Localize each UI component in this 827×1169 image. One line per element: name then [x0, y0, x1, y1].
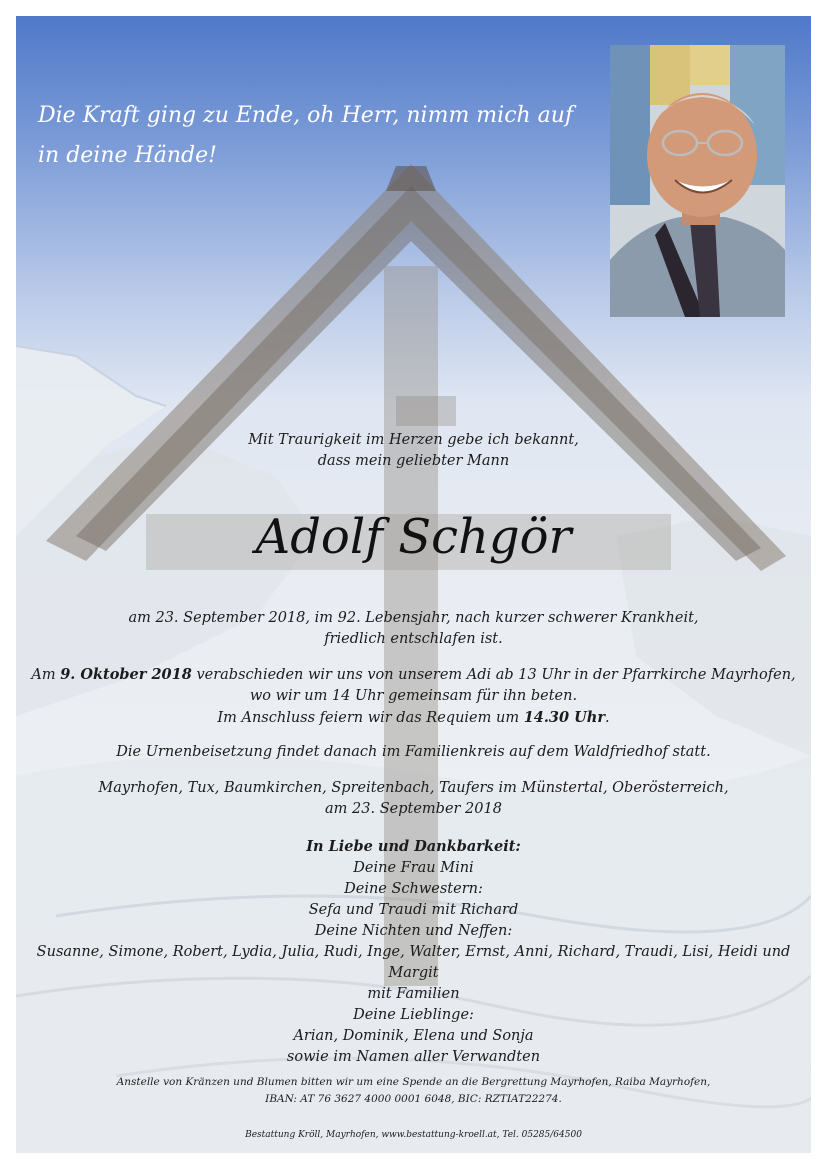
mourner-line: Deine Frau Mini: [353, 860, 474, 876]
funeral-date: 9. Oktober 2018: [60, 666, 192, 683]
mourner-line: Deine Nichten und Neffen:: [314, 923, 513, 939]
deceased-name: Adolf Schgör: [255, 509, 572, 565]
mourners-heading: [16, 836, 811, 858]
donation-request: [16, 1074, 811, 1108]
death-line-1: am 23. September 2018, im 92. Lebensjahr, nach kurzer schwerer Krankheit,: [128, 610, 699, 626]
funeral-prefix: Am: [31, 667, 56, 683]
requiem-end: .: [604, 710, 610, 726]
donation-line-2: IBAN: AT 76 3627 4000 0001 6048, BIC: RZTIAT22274.: [265, 1093, 562, 1105]
mourner-line: Arian, Dominik, Elena und Sonja: [293, 1028, 534, 1044]
death-line-2: friedlich entschlafen ist.: [324, 631, 503, 647]
funeral-line-1: [16, 664, 811, 686]
requiem-time: 14.30 Uhr: [523, 709, 605, 726]
footer-text: Bestattung Kröll, Mayrhofen, www.bestattung-kroell.at, Tel. 05285/64500: [245, 1130, 582, 1140]
intro-line-2: dass mein geliebter Mann: [317, 453, 510, 469]
places-line-1: Mayrhofen, Tux, Baumkirchen, Spreitenbach, Taufers im Münstertal, Oberösterreich,: [98, 780, 729, 796]
places-and-date: [16, 778, 811, 820]
death-notice: [16, 608, 811, 650]
portrait-illustration: [610, 45, 785, 317]
urn-line: Die Urnenbeisetzung findet danach im Familienkreis auf dem Waldfriedhof statt.: [116, 744, 711, 760]
mourner-line: Deine Schwestern:: [344, 881, 483, 897]
quote-line-1: Die Kraft ging zu Ende, oh Herr, nimm mich auf: [38, 103, 574, 128]
funeral-line-3: [16, 707, 811, 729]
intro-text: [16, 430, 811, 472]
quote-line-2: in deine Hände!: [38, 143, 217, 168]
mourners-list: [16, 836, 811, 1068]
funeral-home-footer: [16, 1128, 811, 1142]
places-line-2: am 23. September 2018: [325, 801, 502, 817]
funeral-info: [16, 664, 811, 729]
mourner-line: mit Familien: [367, 986, 460, 1002]
funeral-line-2: wo wir um 14 Uhr gemeinsam für ihn beten.: [249, 688, 578, 704]
intro-line-1: Mit Traurigkeit im Herzen gebe ich bekannt,: [248, 432, 579, 448]
mourner-line: Deine Lieblinge:: [353, 1007, 474, 1023]
requiem-text: Im Anschluss feiern wir das Requiem um: [217, 710, 520, 726]
portrait-photo: [610, 45, 785, 317]
donation-line-1: Anstelle von Kränzen und Blumen bitten wir um eine Spende an die Bergrettung Mayrhofen, Raiba Mayrhofen,: [116, 1076, 711, 1088]
urn-burial-info: [16, 742, 811, 763]
memorial-quote: [38, 96, 598, 176]
funeral-line-1-rest: verabschieden wir uns von unserem Adi ab 13 Uhr in der Pfarrkirche Mayrhofen,: [196, 667, 796, 683]
mourner-line: Sefa und Traudi mit Richard: [308, 902, 519, 918]
mourner-line: sowie im Namen aller Verwandten: [286, 1049, 541, 1065]
mourner-line: Susanne, Simone, Robert, Lydia, Julia, Rudi, Inge, Walter, Ernst, Anni, Richard, Traudi, Lisi, Heidi und Margit: [36, 944, 791, 981]
mourners-heading-text: In Liebe und Dankbarkeit:: [306, 838, 521, 855]
